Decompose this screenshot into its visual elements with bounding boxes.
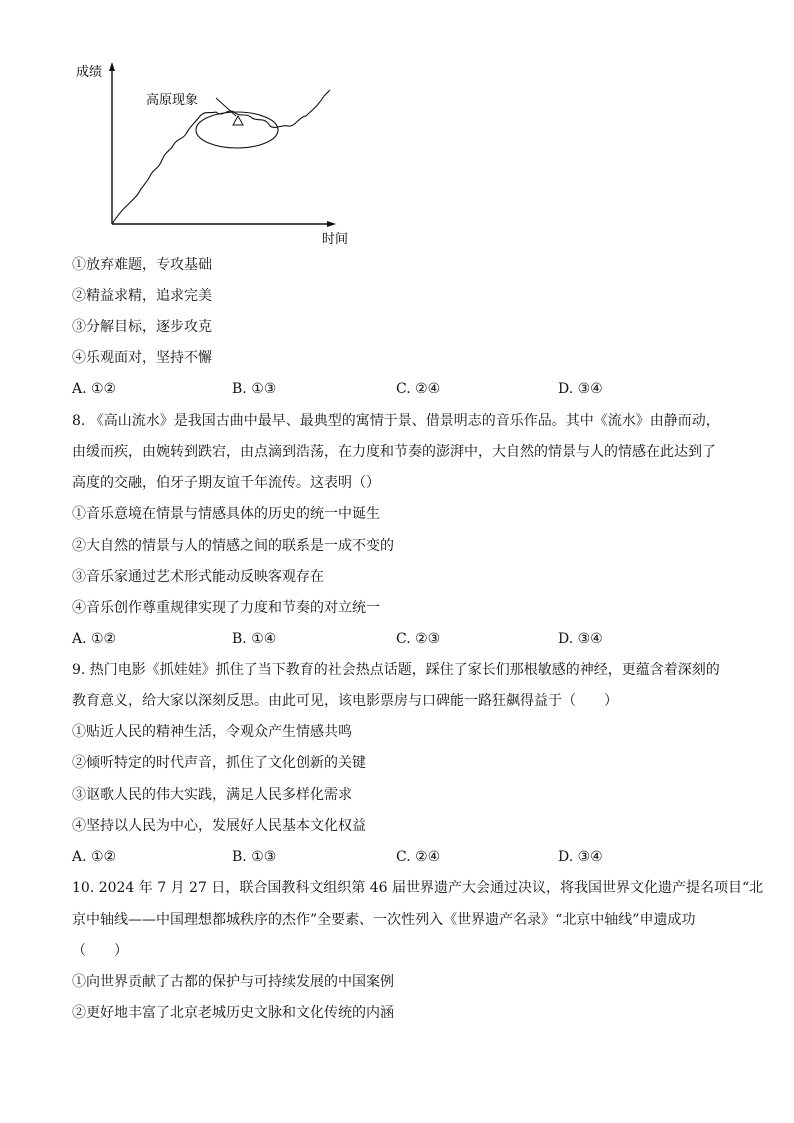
y-axis-label: 成绩	[76, 65, 103, 80]
triangle-icon	[233, 116, 243, 125]
q7-option-b[interactable]: B. ①③	[232, 381, 277, 397]
q7-option-c[interactable]: C. ②④	[396, 381, 441, 397]
q7-option-a[interactable]: A. ①②	[72, 381, 117, 397]
q8-option-d[interactable]: D. ③④	[558, 631, 603, 647]
q9-stem-line-2: 教育意义，给大家以深刻反思。由此可见，该电影票房与口碑能一路狂飙得益于（ ）	[72, 693, 618, 709]
q8-item-4: ④音乐创作尊重规律实现了力度和节奏的对立统一	[72, 600, 380, 616]
x-axis-arrow-icon	[327, 221, 336, 227]
q10-stem-line-2: 京中轴线——中国理想都城秩序的杰作”全要素、一次性列入《世界遗产名录》“北京中轴线”申遗成功	[72, 912, 696, 928]
q7-item-3: ③分解目标，逐步攻克	[72, 319, 212, 335]
q8-stem-line-3: 高度的交融，伯牙子期友谊千年流传。这表明（）	[72, 475, 380, 491]
q10-item-2: ②更好地丰富了北京老城历史文脉和文化传统的内涵	[72, 1005, 394, 1021]
q10-item-1: ①向世界贡献了古都的保护与可持续发展的中国案例	[72, 974, 394, 990]
q7-option-d[interactable]: D. ③④	[558, 381, 603, 397]
q9-item-4: ④坚持以人民为中心，发展好人民基本文化权益	[72, 818, 366, 834]
q9-option-c[interactable]: C. ②④	[396, 849, 441, 865]
plateau-annotation: 高原现象	[146, 93, 199, 108]
q8-item-1: ①音乐意境在情景与情感具体的历史的统一中诞生	[72, 506, 380, 522]
q8-stem-line-2: 由缓而疾，由婉转到跌宕，由点滴到浩荡，在力度和节奏的澎湃中，大自然的情景与人的情感在此达到了	[72, 444, 716, 460]
q8-item-2: ②大自然的情景与人的情感之间的联系是一成不变的	[72, 538, 394, 554]
q9-item-2: ②倾听特定的时代声音，抓住了文化创新的关键	[72, 755, 366, 771]
q10-stem-line-1: 10. 2024 年 7 月 27 日，联合国教科文组织第 46 届世界遗产大会通过决议，将我国世界文化遗产提名项目“北	[72, 880, 764, 896]
q8-option-b[interactable]: B. ①④	[232, 631, 277, 647]
q9-option-a[interactable]: A. ①②	[72, 849, 117, 865]
q8-stem-line-1: 8. 《高山流水》是我国古曲中最早、最典型的寓情于景、借景明志的音乐作品。其中《流水》由静而动，	[72, 413, 720, 429]
q8-option-a[interactable]: A. ①②	[72, 631, 117, 647]
learning-curve	[112, 90, 330, 224]
q9-stem-line-1: 9. 热门电影《抓娃娃》抓住了当下教育的社会热点话题，踩住了家长们那根敏感的神经，更蕴含着深刻的	[72, 662, 720, 678]
q7-item-4: ④乐观面对，坚持不懈	[72, 350, 212, 366]
plateau-figure	[70, 58, 360, 248]
q10-stem-line-3: （ ）	[72, 943, 128, 959]
q9-item-3: ③讴歌人民的伟大实践，满足人民多样化需求	[72, 787, 352, 803]
q9-item-1: ①贴近人民的精神生活，令观众产生情感共鸣	[72, 724, 352, 740]
q9-option-b[interactable]: B. ①③	[232, 849, 277, 865]
q8-option-c[interactable]: C. ②③	[396, 631, 441, 647]
q7-item-1: ①放弃难题，专攻基础	[72, 257, 212, 273]
q7-item-2: ②精益求精，追求完美	[72, 288, 212, 304]
q9-option-d[interactable]: D. ③④	[558, 849, 603, 865]
x-axis-label: 时间	[322, 232, 349, 247]
y-axis-arrow-icon	[109, 62, 115, 71]
q8-item-3: ③音乐家通过艺术形式能动反映客观存在	[72, 569, 324, 585]
